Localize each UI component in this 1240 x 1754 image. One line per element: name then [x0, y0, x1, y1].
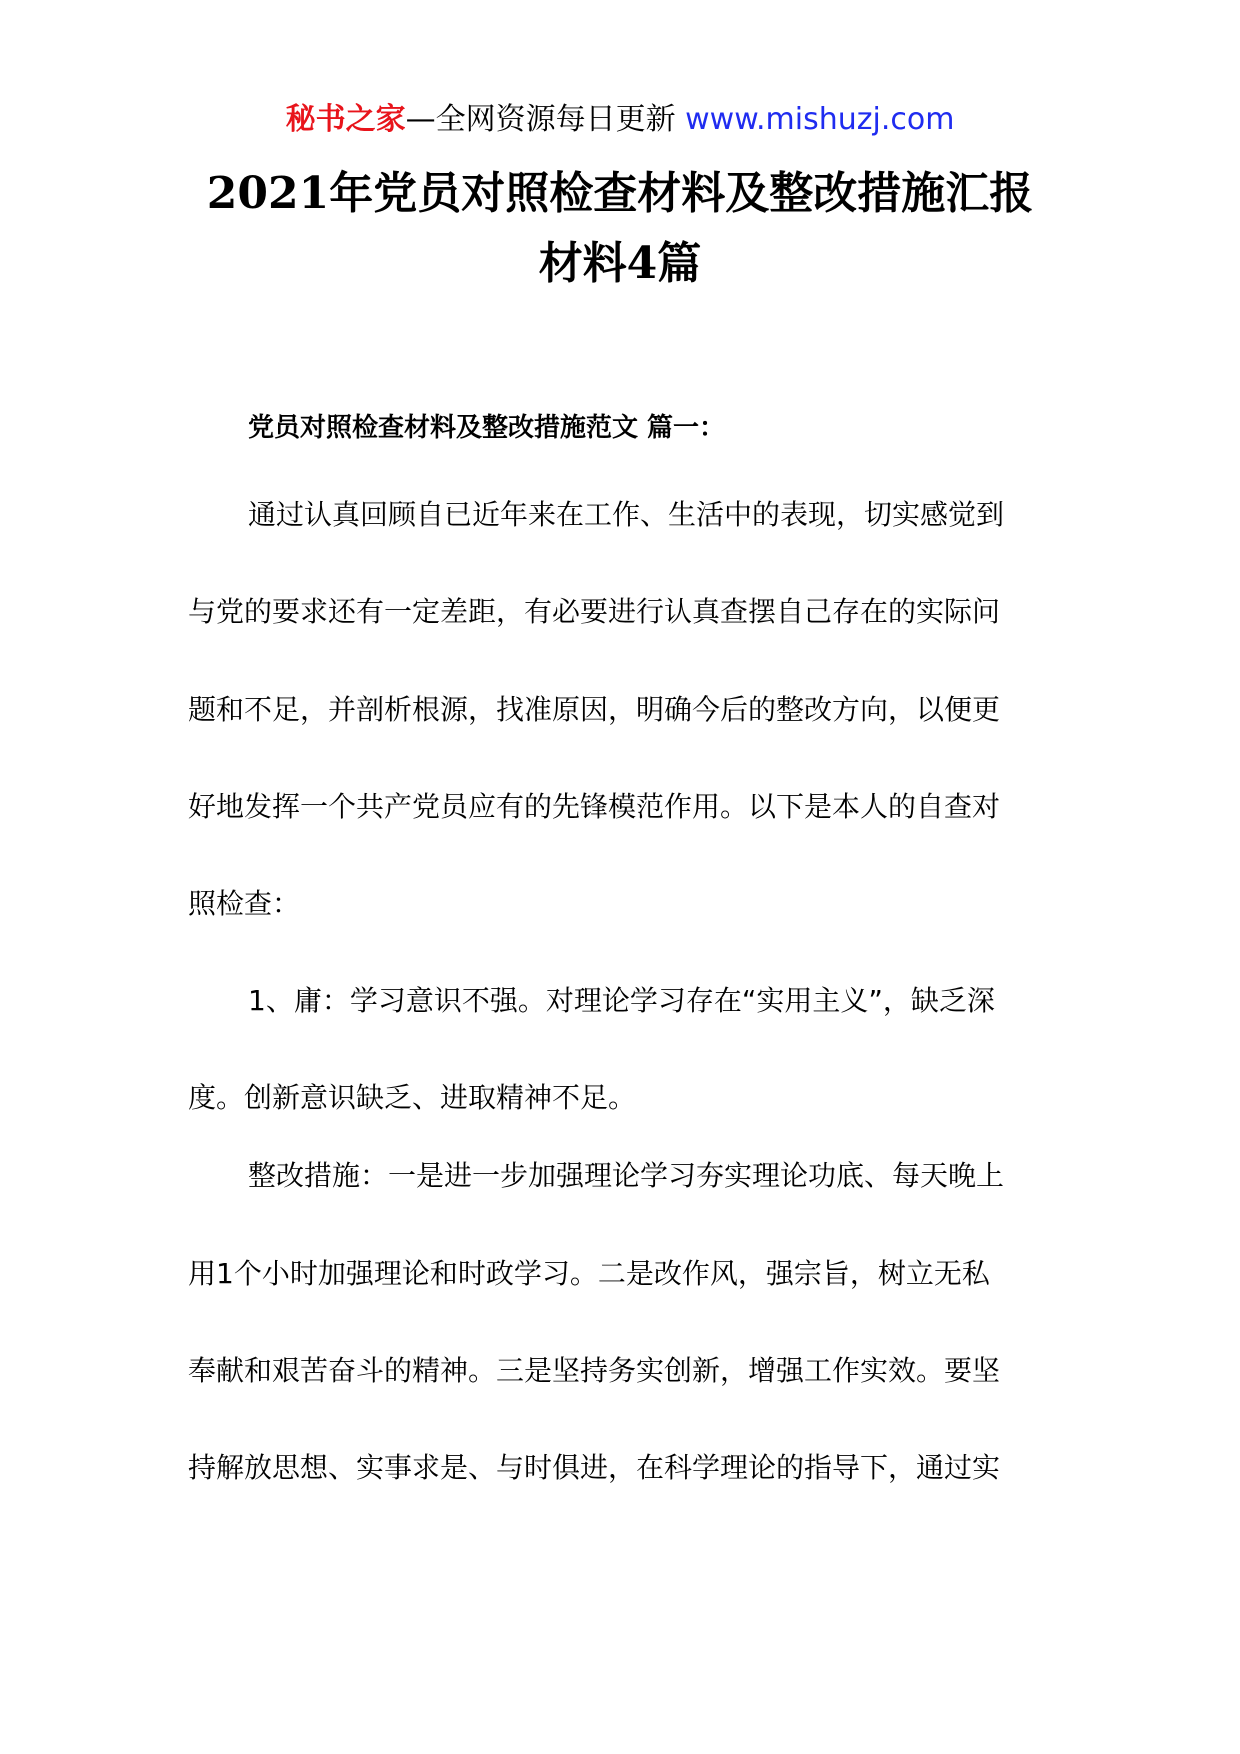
body-line: 整改措施：一是进一步加强理论学习夯实理论功底、每天晚上: [248, 1159, 1005, 1192]
body-line: 通过认真回顾自已近年来在工作、生活中的表现，切实感觉到: [248, 498, 1005, 531]
body-line: 照检查：: [188, 887, 301, 920]
body-line: 1、庸：学习意识不强。对理论学习存在“实用主义”，缺乏深: [248, 984, 995, 1017]
body-line: 用1个小时加强理论和时政学习。二是改作风，强宗旨，树立无私: [188, 1257, 990, 1290]
brand-name: 秘书之家: [285, 102, 406, 137]
body-line: 好地发挥一个共产党员应有的先锋模范作用。以下是本人的自查对: [188, 790, 1001, 823]
site-header: [0, 100, 1240, 140]
document-title-line-1: 2021年党员对照检查材料及整改措施汇报: [206, 168, 1034, 219]
body-line: 与党的要求还有一定差距，有必要进行认真查摆自己存在的实际问: [188, 595, 1001, 628]
section-heading: 党员对照检查材料及整改措施范文 篇一：: [248, 413, 726, 443]
site-url[interactable]: www.mishuzj.com: [685, 102, 955, 137]
body-line: 奉献和艰苦奋斗的精神。三是坚持务实创新，增强工作实效。要坚: [188, 1354, 1001, 1387]
header-slogan: —全网资源每日更新: [405, 102, 676, 137]
body-line: 持解放思想、实事求是、与时俱进，在科学理论的指导下，通过实: [188, 1451, 1001, 1484]
document-title-line-2: 材料4篇: [538, 238, 702, 289]
body-line: 度。创新意识缺乏、进取精神不足。: [188, 1081, 637, 1114]
body-line: 题和不足，并剖析根源，找准原因，明确今后的整改方向，以便更: [188, 693, 1001, 726]
